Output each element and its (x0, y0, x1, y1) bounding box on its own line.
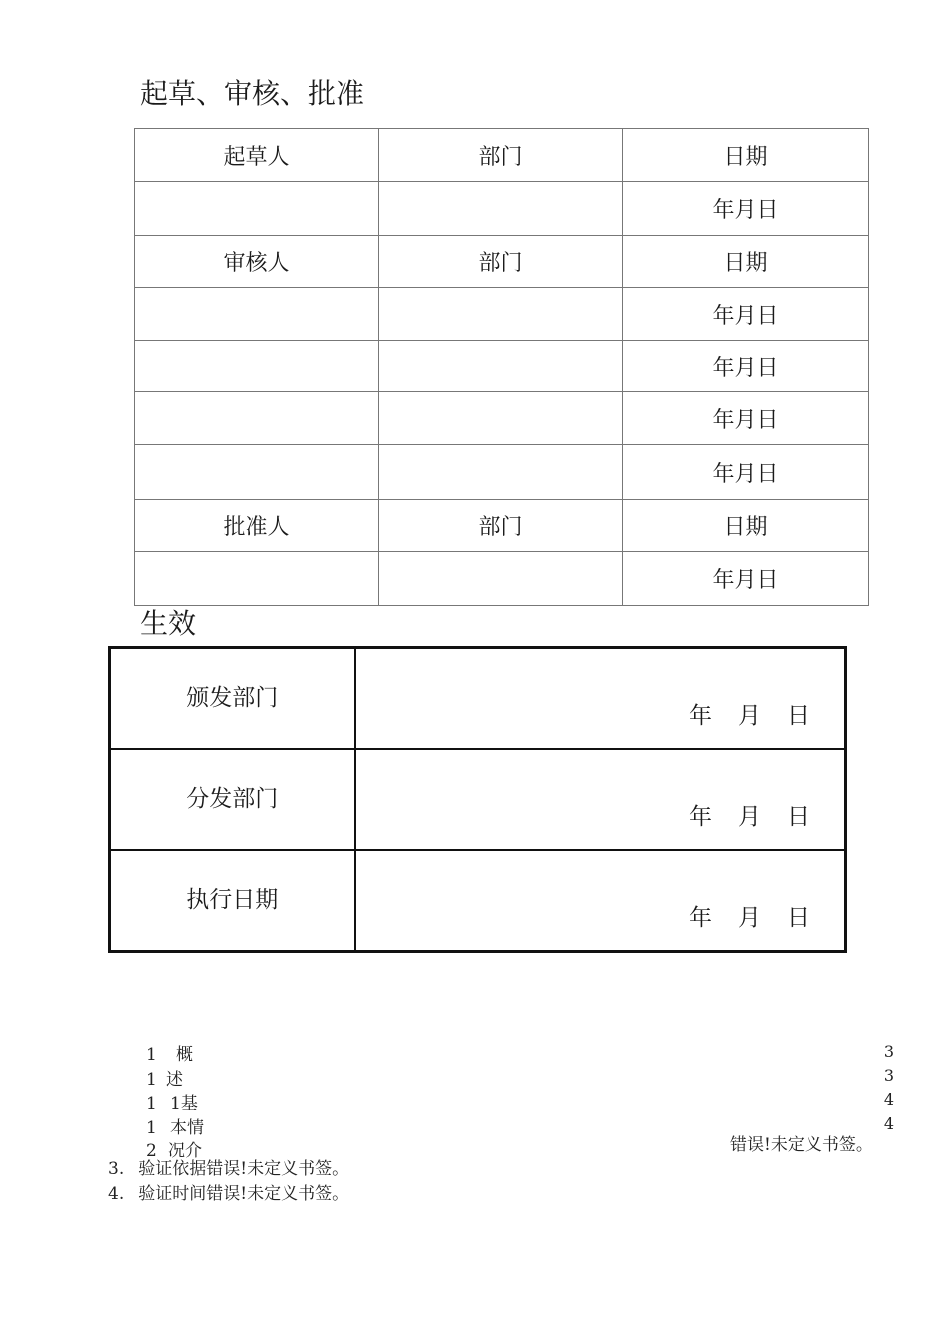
approver-header: 批准人 (135, 500, 379, 552)
toc-page-number: 3 (883, 1066, 894, 1085)
date-cell[interactable]: 年月日 (623, 182, 869, 236)
date-header: 日期 (623, 129, 869, 182)
table-row (110, 648, 846, 750)
table-row (135, 129, 869, 182)
approver-cell[interactable] (135, 552, 379, 606)
distribution-dept-label: 分发部门 (110, 749, 355, 850)
date-cell[interactable]: 年月日 (623, 392, 869, 445)
drafter-cell[interactable] (135, 182, 379, 236)
date-cell[interactable]: 年月日 (623, 341, 869, 392)
execution-date-label: 执行日期 (110, 850, 355, 952)
date-cell[interactable]: 年月日 (623, 552, 869, 606)
table-row (135, 445, 869, 500)
reviewer-cell[interactable] (135, 445, 379, 500)
date-cell[interactable]: 年月日 (623, 445, 869, 500)
date-line: 年 月 日 (689, 804, 810, 830)
toc-page-number: 3 (883, 1042, 894, 1061)
table-row (135, 288, 869, 341)
table-row (135, 552, 869, 606)
approval-table (134, 128, 869, 606)
dept-cell[interactable] (379, 445, 623, 500)
dept-cell[interactable] (379, 341, 623, 392)
effect-section-title: 生效 (140, 607, 197, 640)
dept-cell[interactable] (379, 392, 623, 445)
toc-page-number: 4 (883, 1114, 894, 1133)
reviewer-cell[interactable] (135, 288, 379, 341)
table-row (110, 749, 846, 850)
table-row (135, 341, 869, 392)
distribution-dept-value[interactable] (355, 749, 846, 850)
dept-header: 部门 (379, 500, 623, 552)
reviewer-header: 审核人 (135, 236, 379, 288)
toc-item-4[interactable]: 4. 验证时间错误!未定义书签。 (108, 1184, 350, 1204)
table-row (135, 182, 869, 236)
dept-header: 部门 (379, 236, 623, 288)
date-header: 日期 (623, 500, 869, 552)
date-line: 年 月 日 (689, 703, 810, 729)
table-row (135, 500, 869, 552)
table-row (110, 850, 846, 952)
toc-line[interactable]: 2 况介 (146, 1141, 202, 1161)
date-header: 日期 (623, 236, 869, 288)
dept-header: 部门 (379, 129, 623, 182)
toc-line[interactable]: 1 述 (146, 1070, 183, 1090)
bookmark-error-text: 错误!未定义书签。 (730, 1135, 873, 1155)
table-row (135, 236, 869, 288)
toc-line[interactable]: 1 1基 (146, 1094, 198, 1114)
dept-cell[interactable] (379, 182, 623, 236)
toc-item-3[interactable]: 3. 验证依据错误!未定义书签。 (108, 1159, 350, 1179)
dept-cell[interactable] (379, 552, 623, 606)
date-line: 年 月 日 (689, 905, 810, 931)
reviewer-cell[interactable] (135, 392, 379, 445)
reviewer-cell[interactable] (135, 341, 379, 392)
drafter-header: 起草人 (135, 129, 379, 182)
table-row (135, 392, 869, 445)
toc-line[interactable]: 1 本情 (146, 1118, 204, 1138)
date-cell[interactable]: 年月日 (623, 288, 869, 341)
issuing-dept-value[interactable] (355, 648, 846, 750)
issuing-dept-label: 颁发部门 (110, 648, 355, 750)
effect-table (108, 646, 847, 953)
dept-cell[interactable] (379, 288, 623, 341)
execution-date-value[interactable] (355, 850, 846, 952)
approval-section-title: 起草、审核、批准 (140, 77, 365, 110)
toc-line[interactable]: 1 概 (146, 1045, 193, 1065)
toc-page-number: 4 (883, 1090, 894, 1109)
